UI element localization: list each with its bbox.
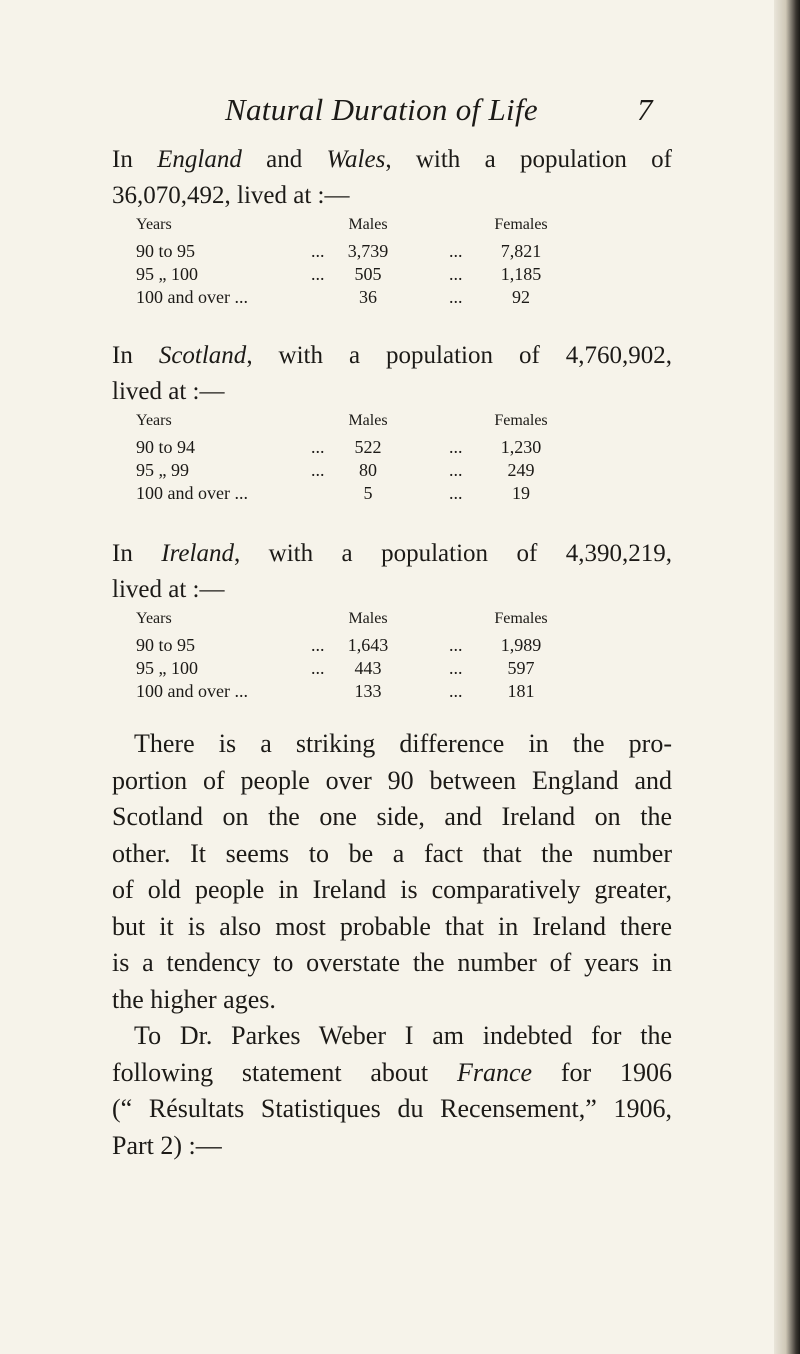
table-row: 100 and over ... 133 ... 181 — [136, 681, 535, 701]
table-row: 95 „ 100 ... 505 ... 1,185 — [136, 264, 542, 284]
france-paragraph: To Dr. Parkes Weber I am indebted for the following statement about France for 1906 (“ Résultats Statistiques du Recensement,” 1906, Part 2) :— — [112, 1021, 672, 1160]
scotland-intro-line-2: lived at :— — [112, 378, 225, 405]
table-row: 95 „ 99 ... 80 ... 249 — [136, 460, 535, 480]
table-header-row: Years Males Females — [136, 412, 548, 429]
page-number: 7 — [637, 92, 653, 127]
ireland-name: Ireland — [161, 540, 234, 567]
england-intro-line-1: In England and Wales, with a population of — [112, 146, 672, 173]
table-header-row: Years Males Females — [136, 610, 548, 627]
england-intro — [112, 142, 672, 214]
ireland-intro-line-1: In Ireland, with a population of 4,390,219, — [112, 540, 672, 567]
england-name: England — [157, 146, 242, 173]
table-row: 100 and over ... 36 ... 92 — [136, 287, 530, 307]
france-name: France — [456, 1057, 533, 1087]
body-paragraph: There is a striking difference in the pro- portion of people over 90 between England and Scotland on the one side, and Ireland on the other. It seems to be a fact that the number of old people in Ireland is comparatively greater, but it is also most probable that in Ireland there is a tendency to overstate the number of years in the higher ages. — [112, 729, 672, 1014]
scotland-intro-line-1: In Scotland, with a population of 4,760,902, — [112, 342, 672, 369]
ireland-intro — [112, 536, 672, 608]
running-title: Natural Duration of Life — [225, 92, 538, 127]
table-header-row: Years Males Females — [136, 216, 548, 233]
table-row: 90 to 94 ... 522 ... 1,230 — [136, 437, 542, 457]
scotland-table — [136, 412, 656, 506]
england-intro-line-2: 36,070,492, lived at :— — [112, 182, 350, 209]
scotland-intro — [112, 338, 672, 410]
scotland-name: Scotland — [158, 342, 247, 369]
table-row: 90 to 95 ... 3,739 ... 7,821 — [136, 241, 542, 261]
table-row: 100 and over ... 5 ... 19 — [136, 483, 530, 503]
running-header — [0, 92, 800, 132]
page-edge-shadow — [774, 0, 800, 1354]
ireland-table — [136, 610, 656, 704]
ireland-intro-line-2: lived at :— — [112, 576, 225, 603]
table-row: 90 to 95 ... 1,643 ... 1,989 — [136, 635, 542, 655]
table-row: 95 „ 100 ... 443 ... 597 — [136, 658, 535, 678]
england-table — [136, 216, 656, 310]
wales-name: Wales — [326, 146, 386, 173]
